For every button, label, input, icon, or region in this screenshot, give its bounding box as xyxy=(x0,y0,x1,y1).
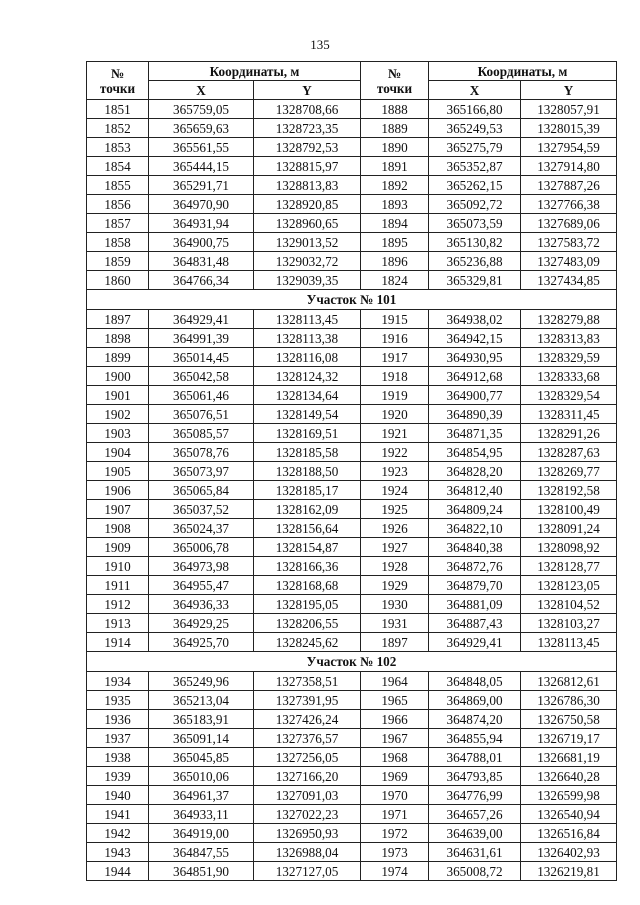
table-row xyxy=(87,824,617,843)
point-number-cell: 1901 xyxy=(87,386,149,405)
table-row xyxy=(87,862,617,881)
point-number-cell: 1910 xyxy=(87,557,149,576)
point-number-cell: 1913 xyxy=(87,614,149,633)
section-title: Участок № 102 xyxy=(87,652,617,672)
y-value-cell: 1328134,64 xyxy=(254,386,361,405)
y-value-cell: 1328123,05 xyxy=(521,576,617,595)
y-value-cell: 1328287,63 xyxy=(521,443,617,462)
point-number-cell: 1896 xyxy=(361,252,429,271)
y-value-cell: 1326219,81 xyxy=(521,862,617,881)
x-header-right: X xyxy=(429,81,521,100)
x-value-cell: 365037,52 xyxy=(149,500,254,519)
point-number-cell: 1892 xyxy=(361,176,429,195)
y-value-cell: 1328113,45 xyxy=(254,310,361,329)
x-value-cell: 364961,37 xyxy=(149,786,254,805)
x-value-cell: 365352,87 xyxy=(429,157,521,176)
y-value-cell: 1328792,53 xyxy=(254,138,361,157)
y-value-cell: 1328920,85 xyxy=(254,195,361,214)
point-number-cell: 1917 xyxy=(361,348,429,367)
point-number-cell: 1965 xyxy=(361,691,429,710)
table-row xyxy=(87,176,617,195)
y-value-cell: 1328156,64 xyxy=(254,519,361,538)
point-number-cell: 1928 xyxy=(361,557,429,576)
y-value-cell: 1328195,05 xyxy=(254,595,361,614)
coords-header-right: Координаты, м xyxy=(429,62,617,81)
table-row xyxy=(87,843,617,862)
table-row xyxy=(87,310,617,329)
table-row xyxy=(87,729,617,748)
point-number-cell: 1893 xyxy=(361,195,429,214)
section-title: Участок № 101 xyxy=(87,290,617,310)
point-number-cell: 1966 xyxy=(361,710,429,729)
y-value-cell: 1328311,45 xyxy=(521,405,617,424)
point-number-cell: 1888 xyxy=(361,100,429,119)
y-value-cell: 1328279,88 xyxy=(521,310,617,329)
point-number-cell: 1969 xyxy=(361,767,429,786)
point-number-cell: 1855 xyxy=(87,176,149,195)
y-value-cell: 1328333,68 xyxy=(521,367,617,386)
coords-header-left: Координаты, м xyxy=(149,62,361,81)
table-row xyxy=(87,271,617,290)
point-number-cell: 1857 xyxy=(87,214,149,233)
x-value-cell: 365045,85 xyxy=(149,748,254,767)
y-value-cell: 1327376,57 xyxy=(254,729,361,748)
table-body xyxy=(87,100,617,881)
y-value-cell: 1327127,05 xyxy=(254,862,361,881)
x-value-cell: 365759,05 xyxy=(149,100,254,119)
y-value-cell: 1328269,77 xyxy=(521,462,617,481)
y-value-cell: 1326988,04 xyxy=(254,843,361,862)
table-row xyxy=(87,443,617,462)
y-value-cell: 1328168,68 xyxy=(254,576,361,595)
x-value-cell: 364871,35 xyxy=(429,424,521,443)
point-number-cell: 1926 xyxy=(361,519,429,538)
table-row xyxy=(87,595,617,614)
point-number-cell: 1909 xyxy=(87,538,149,557)
x-value-cell: 365061,46 xyxy=(149,386,254,405)
x-value-cell: 364955,47 xyxy=(149,576,254,595)
y-value-cell: 1328329,59 xyxy=(521,348,617,367)
y-value-cell: 1328057,91 xyxy=(521,100,617,119)
point-number-header-right: № точки xyxy=(361,62,429,100)
y-value-cell: 1328813,83 xyxy=(254,176,361,195)
x-value-cell: 364631,61 xyxy=(429,843,521,862)
y-value-cell: 1329039,35 xyxy=(254,271,361,290)
point-number-cell: 1907 xyxy=(87,500,149,519)
x-value-cell: 365213,04 xyxy=(149,691,254,710)
table-row xyxy=(87,424,617,443)
y-value-cell: 1328128,77 xyxy=(521,557,617,576)
y-value-cell: 1326719,17 xyxy=(521,729,617,748)
x-value-cell: 364930,95 xyxy=(429,348,521,367)
point-number-cell: 1903 xyxy=(87,424,149,443)
y-value-cell: 1328192,58 xyxy=(521,481,617,500)
point-number-cell: 1929 xyxy=(361,576,429,595)
y-value-cell: 1328116,08 xyxy=(254,348,361,367)
point-number-cell: 1918 xyxy=(361,367,429,386)
table-row xyxy=(87,500,617,519)
point-number-cell: 1914 xyxy=(87,633,149,652)
x-value-cell: 365078,76 xyxy=(149,443,254,462)
y-value-cell: 1328815,97 xyxy=(254,157,361,176)
x-value-cell: 364970,90 xyxy=(149,195,254,214)
point-number-cell: 1942 xyxy=(87,824,149,843)
point-number-cell: 1939 xyxy=(87,767,149,786)
x-value-cell: 365275,79 xyxy=(429,138,521,157)
point-number-cell: 1894 xyxy=(361,214,429,233)
point-number-cell: 1916 xyxy=(361,329,429,348)
table-row xyxy=(87,233,617,252)
x-value-cell: 364900,77 xyxy=(429,386,521,405)
table-row xyxy=(87,672,617,691)
point-number-cell: 1911 xyxy=(87,576,149,595)
x-value-cell: 365092,72 xyxy=(429,195,521,214)
point-number-cell: 1921 xyxy=(361,424,429,443)
y-value-cell: 1328245,62 xyxy=(254,633,361,652)
point-number-cell: 1906 xyxy=(87,481,149,500)
y-value-cell: 1327022,23 xyxy=(254,805,361,824)
table-row xyxy=(87,748,617,767)
y-value-cell: 1328166,36 xyxy=(254,557,361,576)
point-number-cell: 1934 xyxy=(87,672,149,691)
y-value-cell: 1326812,61 xyxy=(521,672,617,691)
point-number-cell: 1897 xyxy=(361,633,429,652)
y-value-cell: 1328206,55 xyxy=(254,614,361,633)
y-value-cell: 1328113,38 xyxy=(254,329,361,348)
point-number-cell: 1905 xyxy=(87,462,149,481)
x-value-cell: 365010,06 xyxy=(149,767,254,786)
table-row xyxy=(87,252,617,271)
x-value-cell: 364840,38 xyxy=(429,538,521,557)
table-header xyxy=(87,62,617,100)
point-number-cell: 1897 xyxy=(87,310,149,329)
x-value-cell: 364855,94 xyxy=(429,729,521,748)
table-row xyxy=(87,481,617,500)
x-value-cell: 364639,00 xyxy=(429,824,521,843)
y-value-cell: 1328162,09 xyxy=(254,500,361,519)
point-number-cell: 1895 xyxy=(361,233,429,252)
x-value-cell: 365262,15 xyxy=(429,176,521,195)
point-number-cell: 1944 xyxy=(87,862,149,881)
y-header-right: Y xyxy=(521,81,617,100)
y-value-cell: 1327689,06 xyxy=(521,214,617,233)
table-row xyxy=(87,614,617,633)
y-value-cell: 1327583,72 xyxy=(521,233,617,252)
x-value-cell: 364929,25 xyxy=(149,614,254,633)
page-number: 135 xyxy=(310,37,330,52)
x-value-cell: 364887,43 xyxy=(429,614,521,633)
x-value-cell: 364766,34 xyxy=(149,271,254,290)
point-number-cell: 1940 xyxy=(87,786,149,805)
y-value-cell: 1328091,24 xyxy=(521,519,617,538)
point-number-cell: 1925 xyxy=(361,500,429,519)
y-value-cell: 1327887,26 xyxy=(521,176,617,195)
point-number-cell: 1972 xyxy=(361,824,429,843)
x-value-cell: 364869,00 xyxy=(429,691,521,710)
x-value-cell: 364657,26 xyxy=(429,805,521,824)
x-value-cell: 365076,51 xyxy=(149,405,254,424)
point-number-cell: 1922 xyxy=(361,443,429,462)
x-value-cell: 365073,59 xyxy=(429,214,521,233)
x-value-cell: 364973,98 xyxy=(149,557,254,576)
x-value-cell: 365166,80 xyxy=(429,100,521,119)
table-row xyxy=(87,805,617,824)
x-value-cell: 365073,97 xyxy=(149,462,254,481)
x-value-cell: 364991,39 xyxy=(149,329,254,348)
y-value-cell: 1326599,98 xyxy=(521,786,617,805)
x-value-cell: 364848,05 xyxy=(429,672,521,691)
y-value-cell: 1327914,80 xyxy=(521,157,617,176)
y-value-cell: 1326786,30 xyxy=(521,691,617,710)
x-value-cell: 364919,00 xyxy=(149,824,254,843)
y-value-cell: 1328960,65 xyxy=(254,214,361,233)
table-row xyxy=(87,519,617,538)
y-value-cell: 1328329,54 xyxy=(521,386,617,405)
y-value-cell: 1328154,87 xyxy=(254,538,361,557)
y-value-cell: 1327483,09 xyxy=(521,252,617,271)
coordinates-table xyxy=(86,61,617,881)
y-value-cell: 1327256,05 xyxy=(254,748,361,767)
section-row-101 xyxy=(87,290,617,310)
table-row xyxy=(87,119,617,138)
y-value-cell: 1328708,66 xyxy=(254,100,361,119)
point-number-cell: 1938 xyxy=(87,748,149,767)
y-value-cell: 1328291,26 xyxy=(521,424,617,443)
y-value-cell: 1328188,50 xyxy=(254,462,361,481)
point-number-cell: 1890 xyxy=(361,138,429,157)
point-number-cell: 1860 xyxy=(87,271,149,290)
y-value-cell: 1326950,93 xyxy=(254,824,361,843)
table-row xyxy=(87,538,617,557)
x-value-cell: 364776,99 xyxy=(429,786,521,805)
y-value-cell: 1329032,72 xyxy=(254,252,361,271)
x-value-cell: 364929,41 xyxy=(149,310,254,329)
point-number-cell: 1898 xyxy=(87,329,149,348)
point-number-cell: 1824 xyxy=(361,271,429,290)
y-value-cell: 1328169,51 xyxy=(254,424,361,443)
x-value-cell: 365091,14 xyxy=(149,729,254,748)
y-value-cell: 1328124,32 xyxy=(254,367,361,386)
y-value-cell: 1327426,24 xyxy=(254,710,361,729)
x-value-cell: 364925,70 xyxy=(149,633,254,652)
y-value-cell: 1326640,28 xyxy=(521,767,617,786)
x-value-cell: 365249,96 xyxy=(149,672,254,691)
y-value-cell: 1329013,52 xyxy=(254,233,361,252)
x-value-cell: 364854,95 xyxy=(429,443,521,462)
y-value-cell: 1327766,38 xyxy=(521,195,617,214)
x-value-cell: 365065,84 xyxy=(149,481,254,500)
x-value-cell: 364874,20 xyxy=(429,710,521,729)
point-number-cell: 1908 xyxy=(87,519,149,538)
table-row xyxy=(87,386,617,405)
y-value-cell: 1327954,59 xyxy=(521,138,617,157)
table-row xyxy=(87,195,617,214)
x-value-cell: 365561,55 xyxy=(149,138,254,157)
y-value-cell: 1326516,84 xyxy=(521,824,617,843)
point-number-cell: 1891 xyxy=(361,157,429,176)
y-value-cell: 1328113,45 xyxy=(521,633,617,652)
x-value-cell: 365042,58 xyxy=(149,367,254,386)
y-value-cell: 1327091,03 xyxy=(254,786,361,805)
point-number-cell: 1904 xyxy=(87,443,149,462)
table-row xyxy=(87,786,617,805)
y-value-cell: 1328098,92 xyxy=(521,538,617,557)
x-value-cell: 365291,71 xyxy=(149,176,254,195)
point-number-cell: 1900 xyxy=(87,367,149,386)
point-number-cell: 1971 xyxy=(361,805,429,824)
point-number-cell: 1912 xyxy=(87,595,149,614)
table-row xyxy=(87,405,617,424)
point-number-cell: 1936 xyxy=(87,710,149,729)
table-row xyxy=(87,367,617,386)
point-number-cell: 1930 xyxy=(361,595,429,614)
table-row xyxy=(87,462,617,481)
x-value-cell: 365008,72 xyxy=(429,862,521,881)
x-value-cell: 365130,82 xyxy=(429,233,521,252)
table-row xyxy=(87,138,617,157)
x-value-cell: 364933,11 xyxy=(149,805,254,824)
point-number-cell: 1902 xyxy=(87,405,149,424)
x-value-cell: 364809,24 xyxy=(429,500,521,519)
x-value-cell: 365659,63 xyxy=(149,119,254,138)
x-value-cell: 364812,40 xyxy=(429,481,521,500)
point-number-cell: 1924 xyxy=(361,481,429,500)
x-value-cell: 364931,94 xyxy=(149,214,254,233)
table-row xyxy=(87,633,617,652)
point-number-cell: 1927 xyxy=(361,538,429,557)
x-value-cell: 364847,55 xyxy=(149,843,254,862)
x-value-cell: 365085,57 xyxy=(149,424,254,443)
point-number-cell: 1923 xyxy=(361,462,429,481)
x-value-cell: 364793,85 xyxy=(429,767,521,786)
y-value-cell: 1328015,39 xyxy=(521,119,617,138)
x-value-cell: 364890,39 xyxy=(429,405,521,424)
y-value-cell: 1328149,54 xyxy=(254,405,361,424)
x-value-cell: 364872,76 xyxy=(429,557,521,576)
y-value-cell: 1328104,52 xyxy=(521,595,617,614)
point-number-cell: 1915 xyxy=(361,310,429,329)
x-value-cell: 365249,53 xyxy=(429,119,521,138)
table-row xyxy=(87,348,617,367)
point-number-cell: 1964 xyxy=(361,672,429,691)
y-value-cell: 1326750,58 xyxy=(521,710,617,729)
x-value-cell: 364788,01 xyxy=(429,748,521,767)
y-value-cell: 1328185,58 xyxy=(254,443,361,462)
point-number-cell: 1859 xyxy=(87,252,149,271)
point-number-cell: 1941 xyxy=(87,805,149,824)
y-value-cell: 1327166,20 xyxy=(254,767,361,786)
point-number-cell: 1853 xyxy=(87,138,149,157)
point-number-cell: 1919 xyxy=(361,386,429,405)
point-number-cell: 1937 xyxy=(87,729,149,748)
point-number-cell: 1854 xyxy=(87,157,149,176)
section-row-102 xyxy=(87,652,617,672)
point-number-cell: 1931 xyxy=(361,614,429,633)
x-value-cell: 365236,88 xyxy=(429,252,521,271)
x-value-cell: 364881,09 xyxy=(429,595,521,614)
y-value-cell: 1327391,95 xyxy=(254,691,361,710)
x-value-cell: 364822,10 xyxy=(429,519,521,538)
table-row xyxy=(87,557,617,576)
table-row xyxy=(87,214,617,233)
x-value-cell: 364938,02 xyxy=(429,310,521,329)
point-number-cell: 1974 xyxy=(361,862,429,881)
point-number-cell: 1967 xyxy=(361,729,429,748)
point-number-cell: 1970 xyxy=(361,786,429,805)
point-number-cell: 1856 xyxy=(87,195,149,214)
y-value-cell: 1326681,19 xyxy=(521,748,617,767)
y-value-cell: 1328723,35 xyxy=(254,119,361,138)
point-number-cell: 1851 xyxy=(87,100,149,119)
x-value-cell: 365444,15 xyxy=(149,157,254,176)
x-value-cell: 364929,41 xyxy=(429,633,521,652)
x-value-cell: 365024,37 xyxy=(149,519,254,538)
table-row xyxy=(87,691,617,710)
y-value-cell: 1328313,83 xyxy=(521,329,617,348)
y-header-left: Y xyxy=(254,81,361,100)
point-number-cell: 1968 xyxy=(361,748,429,767)
x-header-left: X xyxy=(149,81,254,100)
x-value-cell: 364900,75 xyxy=(149,233,254,252)
table-row xyxy=(87,710,617,729)
y-value-cell: 1328100,49 xyxy=(521,500,617,519)
table-row xyxy=(87,157,617,176)
point-number-cell: 1920 xyxy=(361,405,429,424)
point-number-cell: 1899 xyxy=(87,348,149,367)
point-number-cell: 1889 xyxy=(361,119,429,138)
x-value-cell: 364851,90 xyxy=(149,862,254,881)
y-value-cell: 1326402,93 xyxy=(521,843,617,862)
table-row xyxy=(87,767,617,786)
x-value-cell: 365329,81 xyxy=(429,271,521,290)
table-row xyxy=(87,100,617,119)
y-value-cell: 1326540,94 xyxy=(521,805,617,824)
point-number-cell: 1973 xyxy=(361,843,429,862)
table-row xyxy=(87,329,617,348)
x-value-cell: 365006,78 xyxy=(149,538,254,557)
point-number-cell: 1943 xyxy=(87,843,149,862)
x-value-cell: 364936,33 xyxy=(149,595,254,614)
x-value-cell: 365183,91 xyxy=(149,710,254,729)
point-number-cell: 1935 xyxy=(87,691,149,710)
y-value-cell: 1327434,85 xyxy=(521,271,617,290)
y-value-cell: 1328103,27 xyxy=(521,614,617,633)
y-value-cell: 1328185,17 xyxy=(254,481,361,500)
x-value-cell: 365014,45 xyxy=(149,348,254,367)
x-value-cell: 364879,70 xyxy=(429,576,521,595)
y-value-cell: 1327358,51 xyxy=(254,672,361,691)
point-number-cell: 1858 xyxy=(87,233,149,252)
x-value-cell: 364828,20 xyxy=(429,462,521,481)
point-number-header-left: № точки xyxy=(87,62,149,100)
x-value-cell: 364912,68 xyxy=(429,367,521,386)
table-row xyxy=(87,576,617,595)
point-number-cell: 1852 xyxy=(87,119,149,138)
x-value-cell: 364942,15 xyxy=(429,329,521,348)
x-value-cell: 364831,48 xyxy=(149,252,254,271)
